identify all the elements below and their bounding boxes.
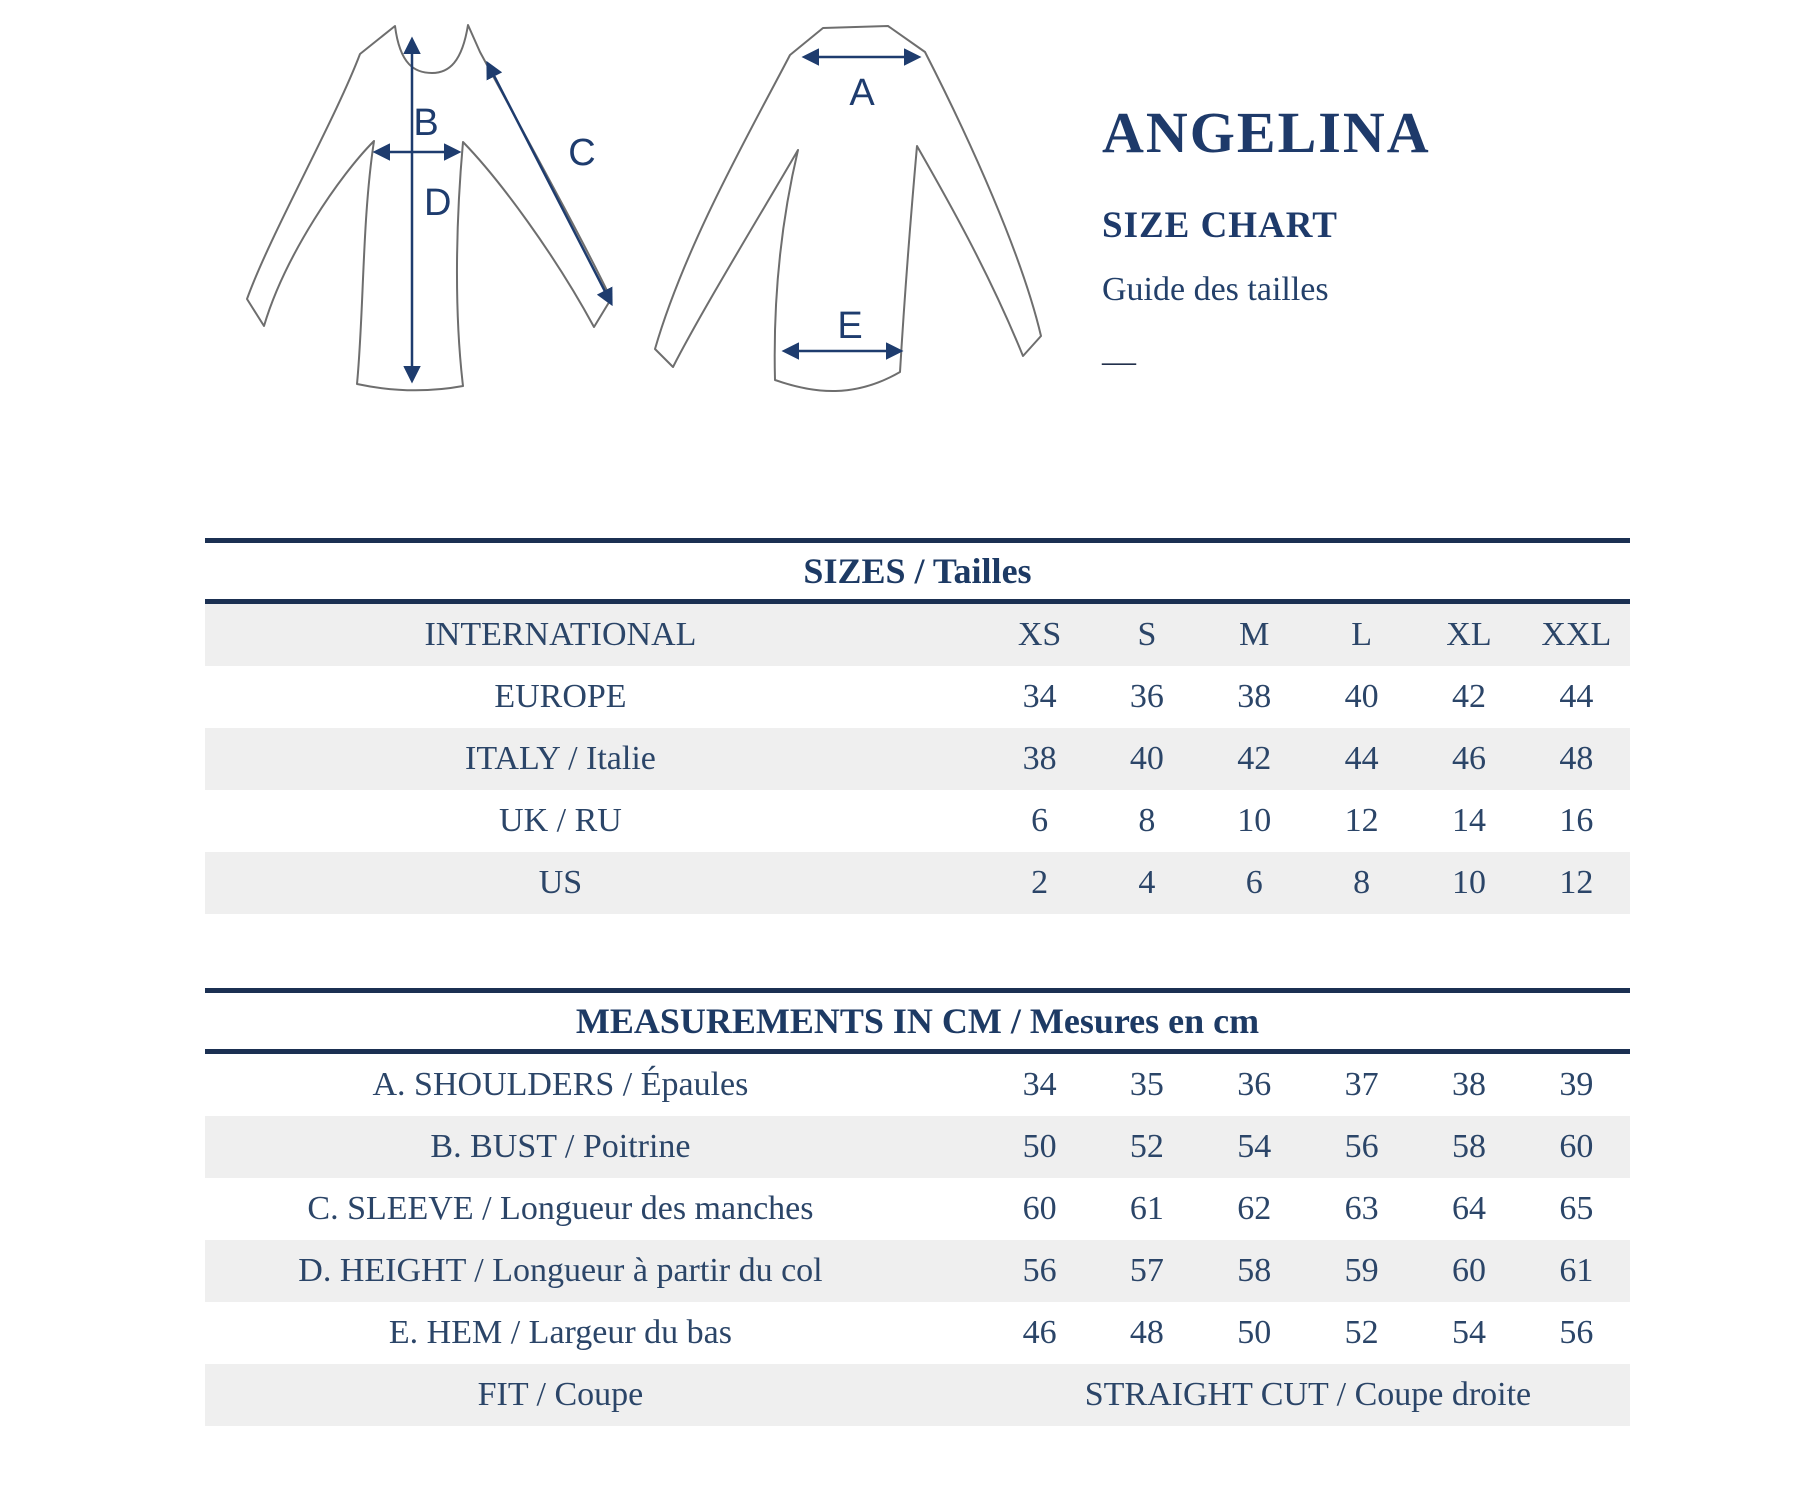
cell-value: 34 bbox=[1022, 1066, 1057, 1103]
cell-value: 35 bbox=[1129, 1066, 1164, 1103]
cell-value: 65 bbox=[1559, 1190, 1594, 1227]
cell-value: 42 bbox=[1451, 678, 1486, 715]
cell-value: 36 bbox=[1237, 1066, 1272, 1103]
cell-value: 8 bbox=[1138, 802, 1156, 839]
table-row bbox=[205, 728, 1630, 790]
product-title: ANGELINA bbox=[1102, 100, 1431, 165]
sizes-section bbox=[205, 538, 1630, 914]
cell-value: 48 bbox=[1559, 740, 1594, 777]
label-A: A bbox=[849, 72, 875, 114]
fit-label: FIT / Coupe bbox=[477, 1376, 644, 1413]
cell-value: 44 bbox=[1344, 740, 1379, 777]
cell-value: 10 bbox=[1237, 802, 1272, 839]
cell-value: 38 bbox=[1451, 1066, 1486, 1103]
size-chart-heading-fr: Guide des tailles bbox=[1102, 271, 1329, 308]
cell-value: 14 bbox=[1451, 802, 1486, 839]
cell-value: 63 bbox=[1344, 1190, 1379, 1227]
cell-value: 6 bbox=[1031, 802, 1049, 839]
cell-value: 61 bbox=[1129, 1190, 1164, 1227]
cell-value: 58 bbox=[1451, 1128, 1486, 1165]
row-label: A. SHOULDERS / Épaules bbox=[372, 1066, 749, 1103]
table-row bbox=[205, 1240, 1630, 1302]
cell-value: 58 bbox=[1237, 1252, 1272, 1289]
garment-front-diagram bbox=[190, 10, 640, 400]
cell-value: 46 bbox=[1022, 1314, 1057, 1351]
cell-value: XS bbox=[1017, 616, 1062, 653]
fit-value: STRAIGHT CUT / Coupe droite bbox=[1084, 1376, 1532, 1413]
cell-value: 40 bbox=[1129, 740, 1164, 777]
table-row bbox=[205, 852, 1630, 914]
cell-value: 2 bbox=[1031, 864, 1049, 901]
cell-value: L bbox=[1351, 616, 1372, 653]
cell-value: 46 bbox=[1451, 740, 1486, 777]
cell-value: 42 bbox=[1237, 740, 1272, 777]
cell-value: 4 bbox=[1138, 864, 1156, 901]
divider-dash: — bbox=[1102, 343, 1136, 380]
cell-value: 6 bbox=[1245, 864, 1263, 901]
sizes-heading: SIZES / Tailles bbox=[803, 551, 1032, 591]
cell-value: 8 bbox=[1353, 864, 1371, 901]
cell-value: 12 bbox=[1344, 802, 1379, 839]
row-label: D. HEIGHT / Longueur à partir du col bbox=[298, 1252, 823, 1289]
cell-value: 34 bbox=[1022, 678, 1057, 715]
fit-row bbox=[205, 1364, 1630, 1426]
cell-value: 36 bbox=[1129, 678, 1164, 715]
row-label: C. SLEEVE / Longueur des manches bbox=[307, 1190, 814, 1227]
cell-value: 38 bbox=[1022, 740, 1057, 777]
cell-value: 48 bbox=[1129, 1314, 1164, 1351]
row-label: E. HEM / Largeur du bas bbox=[388, 1314, 732, 1351]
cell-value: 44 bbox=[1559, 678, 1594, 715]
measurements-heading: MEASUREMENTS IN CM / Mesures en cm bbox=[575, 1001, 1260, 1041]
cell-value: M bbox=[1239, 616, 1270, 653]
row-label: ITALY / Italie bbox=[465, 740, 656, 777]
measurements-section bbox=[205, 988, 1630, 1426]
label-D: D bbox=[424, 182, 452, 224]
row-label: US bbox=[538, 864, 583, 901]
row-label: INTERNATIONAL bbox=[424, 616, 697, 653]
cell-value: 54 bbox=[1451, 1314, 1486, 1351]
cell-value: XL bbox=[1446, 616, 1492, 653]
cell-value: 52 bbox=[1344, 1314, 1379, 1351]
cell-value: 16 bbox=[1559, 802, 1594, 839]
cell-value: 54 bbox=[1237, 1128, 1272, 1165]
cell-value: 61 bbox=[1559, 1252, 1594, 1289]
cell-value: 60 bbox=[1559, 1128, 1594, 1165]
row-label: UK / RU bbox=[499, 802, 622, 839]
row-label: B. BUST / Poitrine bbox=[430, 1128, 691, 1165]
table-row bbox=[205, 1116, 1630, 1178]
cell-value: 56 bbox=[1559, 1314, 1594, 1351]
cell-value: 40 bbox=[1344, 678, 1379, 715]
table-row bbox=[205, 1302, 1630, 1364]
cell-value: 64 bbox=[1451, 1190, 1486, 1227]
cell-value: 50 bbox=[1237, 1314, 1272, 1351]
size-chart-heading: SIZE CHART bbox=[1102, 205, 1338, 246]
title-block bbox=[1102, 100, 1431, 381]
row-label: EUROPE bbox=[494, 678, 627, 715]
cell-value: 52 bbox=[1129, 1128, 1164, 1165]
cell-value: XXL bbox=[1541, 616, 1612, 653]
cell-value: 56 bbox=[1022, 1252, 1057, 1289]
table-row bbox=[205, 1054, 1630, 1116]
cell-value: 12 bbox=[1559, 864, 1594, 901]
cell-value: 37 bbox=[1344, 1066, 1379, 1103]
cell-value: 56 bbox=[1344, 1128, 1379, 1165]
cell-value: 60 bbox=[1451, 1252, 1486, 1289]
cell-value: 38 bbox=[1237, 678, 1272, 715]
cell-value: 50 bbox=[1022, 1128, 1057, 1165]
table-row bbox=[205, 1178, 1630, 1240]
cell-value: S bbox=[1137, 616, 1157, 653]
cell-value: 59 bbox=[1344, 1252, 1379, 1289]
table-row bbox=[205, 666, 1630, 728]
garment-back-diagram bbox=[640, 10, 1100, 400]
label-E: E bbox=[837, 305, 863, 347]
label-C: C bbox=[568, 132, 596, 174]
cell-value: 57 bbox=[1129, 1252, 1164, 1289]
cell-value: 62 bbox=[1237, 1190, 1272, 1227]
cell-value: 39 bbox=[1559, 1066, 1594, 1103]
label-B: B bbox=[413, 102, 439, 144]
sizes-table bbox=[205, 604, 1630, 914]
table-row bbox=[205, 604, 1630, 666]
cell-value: 60 bbox=[1022, 1190, 1057, 1227]
cell-value: 10 bbox=[1451, 864, 1486, 901]
table-row bbox=[205, 790, 1630, 852]
measurements-table bbox=[205, 1054, 1630, 1426]
